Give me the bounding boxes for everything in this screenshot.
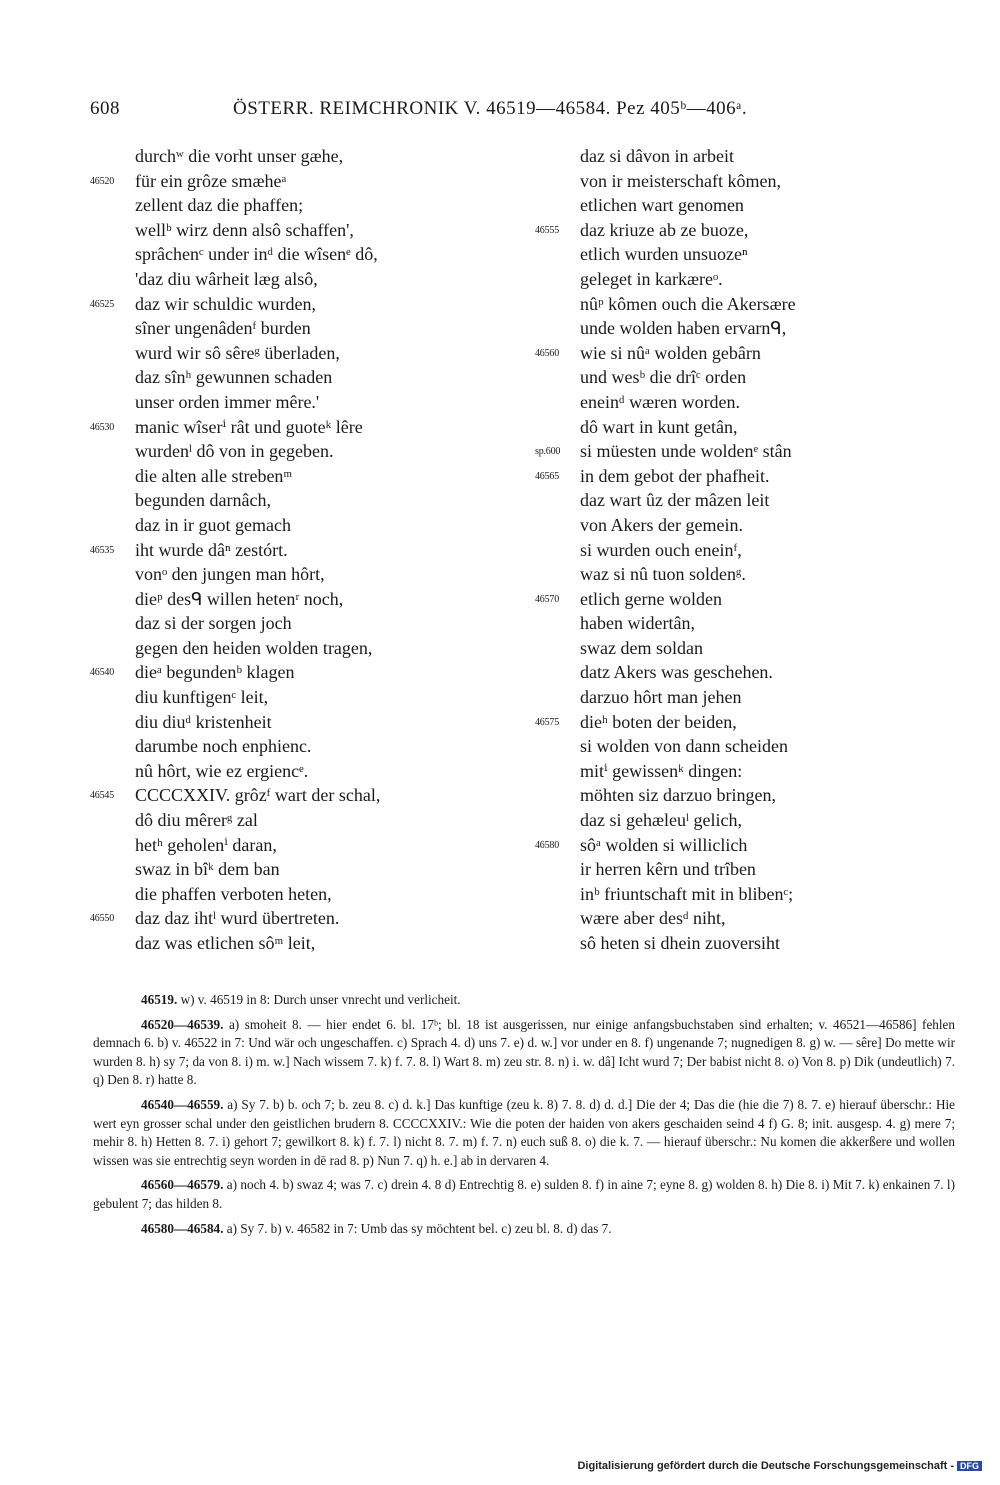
verse-line: [535, 169, 955, 194]
verse-text: daz was etlichen sôᵐ leit,: [135, 933, 316, 953]
line-number: 46540: [90, 667, 115, 679]
verse-text: gegen den heiden wolden tragen,: [135, 637, 373, 658]
verse-line: [90, 390, 510, 415]
verse-text: die phaffen verboten heten,: [135, 883, 332, 904]
verse-line: [90, 415, 510, 440]
note-verse-range: 46540—46559.: [141, 1096, 224, 1112]
verse-text: manic wîserⁱ rât und guoteᵏ lêre: [135, 416, 363, 437]
verse-text: sprâchenᶜ under inᵈ die wîsenᵉ dô,: [135, 244, 378, 265]
verse-line: [535, 242, 955, 267]
verse-text: daz si dâvon in arbeit: [580, 146, 734, 166]
verse-text: daz si gehæleuˡ gelich,: [580, 810, 742, 831]
verse-line: [90, 808, 510, 833]
line-number: 46550: [90, 913, 115, 925]
verse-text: etlich wurden unsuozeⁿ: [580, 244, 748, 265]
verse-line: [90, 341, 510, 366]
verse-line: [535, 144, 955, 169]
note-text: w) v. 46519 in 8: Durch unser vnrecht und verlicheit.: [177, 992, 461, 1007]
verse-text: 'daz diu wârheit læg alsô,: [135, 268, 318, 289]
verse-text: daz in ir guot gemach: [135, 514, 291, 535]
funding-footer: [577, 1460, 982, 1472]
verse-line: [90, 710, 510, 735]
verse-line: [535, 390, 955, 415]
verse-text: swaz in bîᵏ dem ban: [135, 859, 280, 880]
verse-text: die alten alle strebenᵐ: [135, 465, 293, 486]
verse-line: [535, 882, 955, 907]
verse-text: begunden darnâch,: [135, 490, 271, 511]
verse-text: wellᵇ wirz denn alsô schaffen',: [135, 219, 354, 240]
verse-line: [90, 660, 510, 685]
verse-text: dô wart in kunt getân,: [580, 416, 738, 437]
verse-text: daz wart ûz der mâzen leit: [580, 490, 770, 511]
verse-text: daz sînʰ gewunnen schaden: [135, 367, 333, 388]
verse-line: [535, 439, 955, 464]
verse-line: [535, 611, 955, 636]
line-number: 46535: [90, 544, 115, 556]
verse-line: [90, 906, 510, 931]
note-verse-range: 46520—46539.: [141, 1016, 224, 1032]
verse-line: [90, 734, 510, 759]
verse-text: unser orden immer mêre.': [135, 391, 320, 412]
verse-line: [90, 783, 510, 808]
verse-line: [535, 341, 955, 366]
verse-column-right: [535, 144, 955, 956]
verse-line: [90, 242, 510, 267]
verse-line: [535, 415, 955, 440]
footer-text: Digitalisierung gefördert durch die Deutsche Forschungsgemeinschaft -: [577, 1460, 954, 1472]
verse-text: daz si der sorgen joch: [135, 613, 292, 634]
line-number: 46570: [535, 593, 560, 605]
verse-text: in dem gebot der phafheit.: [580, 465, 770, 486]
verse-text: daz wir schuldic wurden,: [135, 293, 316, 314]
verse-line: [535, 513, 955, 538]
verse-text: dieᵃ begundenᵇ klagen: [135, 662, 295, 683]
line-number: 46580: [535, 839, 560, 851]
note-verse-range: 46560—46579.: [141, 1177, 224, 1193]
verse-line: [535, 193, 955, 218]
verse-line: [90, 267, 510, 292]
line-number: 46565: [535, 470, 560, 482]
apparatus-note: [93, 1016, 955, 1090]
verse-line: [535, 587, 955, 612]
verse-line: [535, 857, 955, 882]
verse-line: [535, 759, 955, 784]
verse-text: darumbe noch enphienc.: [135, 736, 312, 757]
verse-line: [90, 833, 510, 858]
verse-text: wurd wir sô sêreᵍ überladen,: [135, 342, 340, 363]
line-number: 46555: [535, 224, 560, 236]
verse-line: [90, 144, 510, 169]
verse-text: vonᵒ den jungen man hôrt,: [135, 564, 325, 585]
line-number: 46525: [90, 298, 115, 310]
line-number: 46575: [535, 716, 560, 728]
verse-text: nû hôrt, wie ez ergiencᵉ.: [135, 760, 309, 781]
verse-text: möhten siz darzuo bringen,: [580, 785, 776, 806]
page-number: 608: [90, 98, 120, 119]
verse-text: geleget in karkæreᵒ.: [580, 268, 723, 289]
verse-text: dieᵖ desᑫ willen hetenʳ noch,: [135, 588, 344, 609]
apparatus-note: [93, 1096, 955, 1170]
verse-line: [90, 636, 510, 661]
verse-text: sôᵃ wolden si williclich: [580, 834, 748, 855]
verse-text: daz daz ihtˡ wurd übertreten.: [135, 908, 340, 929]
verse-line: [90, 611, 510, 636]
verse-line: [90, 464, 510, 489]
apparatus-note: [93, 1176, 955, 1213]
verse-text: zellent daz die phaffen;: [135, 195, 304, 216]
verse-line: [535, 562, 955, 587]
verse-text: hetʰ geholenⁱ daran,: [135, 834, 277, 855]
note-verse-range: 46519.: [141, 992, 178, 1007]
verse-text: si wurden ouch eneinᶠ,: [580, 539, 742, 560]
verse-line: [90, 562, 510, 587]
verse-line: [535, 538, 955, 563]
verse-text: eneinᵈ wæren worden.: [580, 391, 741, 412]
verse-line: [90, 538, 510, 563]
verse-text: datz Akers was geschehen.: [580, 662, 773, 683]
verse-text: mitⁱ gewissenᵏ dingen:: [580, 760, 743, 781]
verse-text: durchʷ die vorht unser gæhe,: [135, 146, 344, 166]
verse-line: [535, 833, 955, 858]
verse-column-left: [90, 144, 510, 956]
verse-text: waz si nû tuon soldenᵍ.: [580, 564, 746, 585]
verse-line: [535, 734, 955, 759]
verse-text: haben widertân,: [580, 613, 695, 634]
note-text: a) smoheit 8. — hier endet 6. bl. 17ᵇ; bl. 18 ist ausgerissen, nur einige anfangsbuchstaben sind erhalten; v. 46521—46586] fehlen demnach 6. b) v. 46522 in 7: Und wär och ungeschaffen. c) Sprach 4. d) uns 7. e) d. w.] vor under en 8. f) ungenande 7; nugnedigen 8. g) w. — sêre] Do mette wir wurden 8. h) sy 7; da von 8. i) m. w.] Nach wissem 7. k) f. 7. 8. l) Wart 8. m) zeu str. 8. n) i. w. dâ] Icht wurd 7; Der babist nicht 8. o) Von 8. p) Dik (undeutlich) 7. q) Den 8. r) hatte 8.: [93, 1016, 955, 1088]
verse-text: dieʰ boten der beiden,: [580, 711, 737, 732]
dfg-logo: DFG: [957, 1461, 982, 1471]
note-text: a) Sy 7. b) b. och 7; b. zeu 8. c) d. k.] Das kunftige (zeu k. 8) 7. 8. d) d. d.] Die der 4; Das die (hie die 7) 8. 7. e) hierauf überschr.: Hie wert eyn grosser schal under den geistlichen brudern 8. CCCCXXIV.: Wie die poten der haiden von akers geschaiden seind 4 f) G. 8; init. ausgesp. 4. g) mere 7; mehir 8. h) Hetten 8. 7. i) gehort 7; gewilkort 8. k) f. 7. l) nicht 8. 7. m) f. 7. n) euch suß 8. o) die k. 7. — hierauf überschr.: Nu komen die akkerßere und wollen wissen was sie entrechtig seyn worden in dē rad 8. p) Nun 7. q) h. e.] ab in dervaren 4.: [93, 1096, 955, 1168]
verse-line: [90, 685, 510, 710]
verse-text: wurdenˡ dô von in gegeben.: [135, 441, 334, 462]
verse-text: etlichen wart genomen: [580, 195, 744, 216]
verse-text: dô diu mêrerᵍ zal: [135, 810, 258, 831]
verse-line: [535, 267, 955, 292]
verse-line: [90, 513, 510, 538]
verse-line: [535, 783, 955, 808]
verse-line: [90, 759, 510, 784]
verse-line: [535, 931, 955, 956]
verse-line: [535, 660, 955, 685]
verse-text: daz kriuze ab ze buoze,: [580, 219, 749, 240]
critical-apparatus: [93, 991, 955, 1244]
note-verse-range: 46580—46584.: [141, 1220, 224, 1236]
verse-line: [535, 808, 955, 833]
verse-text: ir herren kêrn und trîben: [580, 859, 756, 880]
verse-line: [535, 906, 955, 931]
verse-line: [90, 931, 510, 956]
line-number: 46560: [535, 347, 560, 359]
verse-line: [90, 292, 510, 317]
verse-line: [535, 365, 955, 390]
verse-line: [90, 193, 510, 218]
line-number: 46520: [90, 175, 115, 187]
verse-text: sîner ungenâdenᶠ burden: [135, 318, 311, 339]
verse-text: wære aber desᵈ niht,: [580, 908, 726, 929]
verse-text: CCCCXXIV. grôzᶠ wart der schal,: [135, 785, 381, 806]
verse-line: [535, 636, 955, 661]
verse-line: [90, 169, 510, 194]
verse-line: [535, 316, 955, 341]
line-number: sp.600: [535, 446, 561, 458]
verse-text: von Akers der gemein.: [580, 514, 743, 535]
verse-text: si müesten unde woldenᵉ stân: [580, 441, 792, 462]
verse-line: [535, 464, 955, 489]
verse-line: [90, 218, 510, 243]
verse-line: [535, 292, 955, 317]
line-number: 46545: [90, 790, 115, 802]
verse-line: [90, 439, 510, 464]
verse-line: [90, 488, 510, 513]
verse-line: [90, 857, 510, 882]
verse-text: wie si nûᵃ wolden gebârn: [580, 342, 761, 363]
verse-text: und wesᵇ die drîᶜ orden: [580, 367, 747, 388]
verse-text: von ir meisterschaft kômen,: [580, 170, 781, 191]
verse-line: [535, 218, 955, 243]
verse-text: iht wurde dâⁿ zestórt.: [135, 539, 288, 560]
verse-line: [535, 488, 955, 513]
verse-line: [535, 710, 955, 735]
apparatus-note: [93, 1220, 955, 1239]
line-number: 46530: [90, 421, 115, 433]
verse-text: sô heten si dhein zuoversiht: [580, 933, 780, 953]
note-text: a) Sy 7. b) v. 46582 in 7: Umb das sy möchtent bel. c) zeu bl. 8. d) das 7.: [223, 1220, 612, 1236]
verse-line: [535, 685, 955, 710]
verse-text: etlich gerne wolden: [580, 588, 722, 609]
verse-line: [90, 587, 510, 612]
verse-text: darzuo hôrt man jehen: [580, 687, 742, 708]
running-head: ÖSTERR. REIMCHRONIK V. 46519—46584. Pez 405ᵇ—406ᵃ.: [233, 98, 748, 119]
verse-text: swaz dem soldan: [580, 637, 703, 658]
note-text: a) noch 4. b) swaz 4; was 7. c) drein 4. 8 d) Entrechtig 8. e) sulden 8. f) in aine 7; eyne 8. g) wolden 8. h) Die 8. i) Mit 7. k) enkainen 7. l) gebulent 7; das hilden 8.: [93, 1177, 955, 1211]
verse-text: nûᵖ kômen ouch die Akersære: [580, 293, 796, 314]
verse-line: [90, 365, 510, 390]
verse-line: [90, 316, 510, 341]
verse-text: inᵇ friuntschaft mit in blibenᶜ;: [580, 883, 794, 904]
verse-text: diu diuᵈ kristenheit: [135, 711, 272, 732]
verse-text: unde wolden haben ervarnᑫ,: [580, 318, 787, 339]
verse-text: si wolden von dann scheiden: [580, 736, 788, 757]
verse-line: [90, 882, 510, 907]
apparatus-note: [93, 991, 955, 1010]
verse-text: diu kunftigenᶜ leit,: [135, 687, 269, 708]
verse-text: für ein grôze smæheᵃ: [135, 170, 287, 191]
